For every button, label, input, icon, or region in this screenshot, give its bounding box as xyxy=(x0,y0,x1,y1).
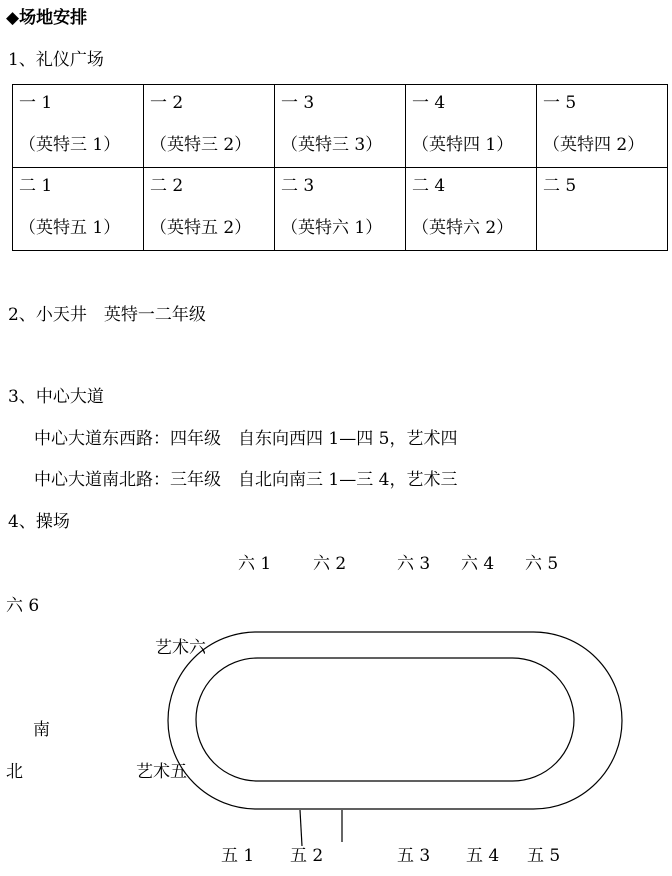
bottom-label: 五 2 xyxy=(290,846,324,866)
class-name: （英特四 1） xyxy=(412,135,514,155)
section-3-heading: 3、中心大道 xyxy=(8,387,104,407)
class-label: 二 4 xyxy=(412,176,446,196)
start-line xyxy=(300,810,302,846)
left-label: 六 6 xyxy=(6,596,40,616)
class-label: 一 4 xyxy=(412,93,446,113)
section-3-line-1: 中心大道东西路：四年级 自东向西四 1—四 5，艺术四 xyxy=(34,429,458,449)
class-label: 一 1 xyxy=(19,93,53,113)
top-label: 六 3 xyxy=(397,554,431,574)
art-6-label: 艺术六 xyxy=(155,638,206,658)
class-label: 二 5 xyxy=(543,176,577,196)
class-label: 一 3 xyxy=(281,93,315,113)
section-4-heading: 4、操场 xyxy=(8,512,70,532)
section-2-heading: 2、小天井 英特一二年级 xyxy=(8,305,206,325)
class-label: 一 2 xyxy=(150,93,184,113)
bottom-label: 五 3 xyxy=(397,846,431,866)
bottom-label: 五 1 xyxy=(221,846,255,866)
class-label: 二 1 xyxy=(19,176,53,196)
class-name: （英特三 1） xyxy=(19,135,121,155)
art-5-label: 艺术五 xyxy=(136,762,187,782)
section-3-line-2: 中心大道南北路：三年级 自北向南三 1—三 4，艺术三 xyxy=(34,470,458,490)
class-label: 二 2 xyxy=(150,176,184,196)
track-inner xyxy=(196,658,574,781)
class-name: （英特六 1） xyxy=(281,218,383,238)
south-label: 南 xyxy=(33,720,50,740)
top-label: 六 2 xyxy=(313,554,347,574)
class-name: （英特四 2） xyxy=(543,135,645,155)
top-label: 六 4 xyxy=(461,554,495,574)
bottom-label: 五 4 xyxy=(466,846,500,866)
class-name: （英特五 2） xyxy=(150,218,252,238)
class-name: （英特三 3） xyxy=(281,135,383,155)
class-label: 一 5 xyxy=(543,93,577,113)
section-1-heading: 1、礼仪广场 xyxy=(8,50,104,70)
north-label: 北 xyxy=(6,762,23,782)
class-name: （英特三 2） xyxy=(150,135,252,155)
top-label: 六 1 xyxy=(238,554,272,574)
class-name: （英特六 2） xyxy=(412,218,514,238)
class-name: （英特五 1） xyxy=(19,218,121,238)
bottom-label: 五 5 xyxy=(527,846,561,866)
page-title: ◆场地安排 xyxy=(6,8,88,28)
top-label: 六 5 xyxy=(525,554,559,574)
class-label: 二 3 xyxy=(281,176,315,196)
